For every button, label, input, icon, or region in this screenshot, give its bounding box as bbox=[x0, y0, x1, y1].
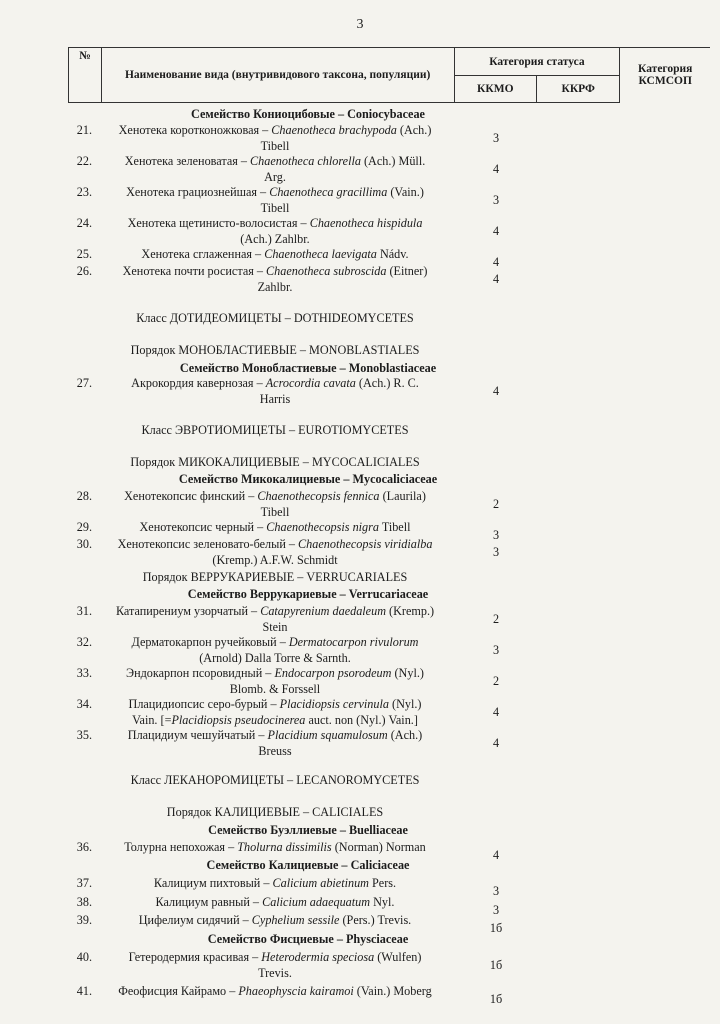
class-name-latin: EUROTIOMYCETES bbox=[298, 423, 409, 437]
species-name: Катапирениум узорчатый – Catapyrenium daedaleum (Kremp.) Stein bbox=[115, 604, 435, 634]
kkmo-category: 3 bbox=[492, 643, 500, 657]
species-author-cont: Blomb. & Forssell bbox=[229, 681, 321, 696]
row-number: 22. bbox=[76, 154, 92, 168]
species-author-cont: Breuss bbox=[258, 743, 292, 758]
kkmo-category: 1б bbox=[489, 958, 503, 972]
class-name-latin: LECANOROMYCETES bbox=[296, 773, 420, 787]
species-name-latin: Acrocordia cavata bbox=[265, 376, 356, 390]
row-number: 23. bbox=[76, 185, 92, 199]
kkmo-category: 3 bbox=[492, 528, 500, 542]
species-name: Акрокордия кавернозая – Acrocordia cavata (Ach.) R. C. Harris bbox=[131, 376, 419, 406]
species-name: Гетеродермия красивая – Heterodermia speciosa (Wulfen) Trevis. bbox=[128, 950, 422, 980]
species-name-ru: Цифелиум сидячий bbox=[138, 913, 240, 927]
kkmo-category: 4 bbox=[492, 705, 500, 719]
order-name-latin: MONOBLASTIALES bbox=[309, 343, 420, 357]
kkmo-category: 1б bbox=[489, 921, 503, 935]
row-number: 38. bbox=[76, 895, 92, 909]
species-author: (Vain.) bbox=[390, 185, 424, 199]
species-name-latin: Placidiopsis cervinula bbox=[279, 697, 389, 711]
family-name-ru: Семейство Монобластиевые bbox=[179, 361, 337, 375]
species-author-cont: Arg. bbox=[264, 169, 286, 184]
species-name-latin: Dermatocarpon rivulorum bbox=[288, 635, 419, 649]
species-name: Плацидиум чешуйчатый – Placidium squamulosum (Ach.) Breuss bbox=[127, 728, 423, 758]
family-name-latin: Monoblastiaceae bbox=[348, 361, 437, 375]
species-name-latin: Phaeophyscia kairamoi bbox=[238, 984, 354, 998]
kkmo-category: 3 bbox=[492, 131, 500, 145]
species-name: Толурна непохожая – Tholurna dissimilis (Norman) Norman bbox=[124, 840, 426, 854]
kkmo-category: 4 bbox=[492, 736, 500, 750]
species-name: Хенотека щетинисто-волосистая – Chaenotheca hispidula (Ach.) Zahlbr. bbox=[127, 216, 423, 246]
species-name-ru: Эндокарпон псоровидный bbox=[126, 666, 263, 680]
species-author-cont: Stein bbox=[262, 619, 288, 634]
species-name: Хенотекопсис зеленовато-белый – Chaenothecopsis viridialba (Kremp.) A.F.W. Schmidt bbox=[117, 537, 433, 567]
species-name-latin: Chaenothecopsis nigra bbox=[266, 520, 379, 534]
species-author-cont: Tibell bbox=[260, 504, 290, 519]
species-name-ru: Хенотека сглаженная bbox=[141, 247, 252, 261]
kkmo-category: 4 bbox=[492, 224, 500, 238]
family-heading: Семейство Кониоцибовые – Coniocybaceae bbox=[191, 107, 425, 121]
order-name-latin: VERRUCARIALES bbox=[306, 570, 408, 584]
kkmo-category: 4 bbox=[492, 272, 500, 286]
species-author: (Ach.) Müll. bbox=[363, 154, 426, 168]
kkmo-category: 3 bbox=[492, 884, 500, 898]
species-name-latin: Chaenotheca hispidula bbox=[309, 216, 423, 230]
species-author: (Wulfen) bbox=[377, 950, 422, 964]
species-name: Дерматокарпон ручейковый – Dermatocarpon rivulorum (Arnold) Dalla Torre & Sarnth. bbox=[131, 635, 419, 665]
species-name: Хенотека почти росистая – Chaenotheca subroscida (Eitner) Zahlbr. bbox=[122, 264, 428, 294]
species-name-latin: Chaenotheca gracillima bbox=[269, 185, 388, 199]
species-name-ru: Хенотекопсис черный bbox=[139, 520, 255, 534]
order-name-ru: Порядок ВЕРРУКАРИЕВЫЕ bbox=[142, 570, 295, 584]
row-number: 37. bbox=[76, 876, 92, 890]
species-name-ru: Плацидиум чешуйчатый bbox=[127, 728, 256, 742]
species-name-ru: Гетеродермия красивая bbox=[128, 950, 250, 964]
species-name-latin: Cyphelium sessile bbox=[251, 913, 340, 927]
species-name: Феофисция Кайрамо – Phaeophyscia kairamoi (Vain.) Moberg bbox=[118, 984, 432, 998]
species-author: Tibell bbox=[381, 520, 411, 534]
family-heading: Семейство Монобластиевые – Monoblastiaceae bbox=[179, 361, 437, 375]
species-name: Хенотекопсис финский – Chaenothecopsis fennica (Laurila) Tibell bbox=[124, 489, 426, 519]
species-author-cont: Tibell bbox=[260, 138, 290, 153]
row-number: 35. bbox=[76, 728, 92, 742]
order-name-latin: CALICIALES bbox=[312, 805, 384, 819]
class-heading: Класс ЭВРОТИОМИЦЕТЫ – EUROTIOMYCETES bbox=[141, 423, 409, 437]
species-author: (Vain.) Moberg bbox=[356, 984, 432, 998]
species-name: Калициум равный – Calicium adaequatum Nyl. bbox=[155, 895, 395, 909]
species-author-cont: Tibell bbox=[260, 200, 290, 215]
species-name: Хенотека сглаженная – Chaenotheca laevigata Nádv. bbox=[141, 247, 409, 261]
family-name-latin: Caliciaceae bbox=[350, 858, 410, 872]
species-name-ru: Хенотека грациознейшая bbox=[126, 185, 257, 199]
species-name-latin: Chaenotheca subroscida bbox=[266, 264, 387, 278]
family-name-ru: Семейство Фисциевые bbox=[207, 932, 334, 946]
family-heading: Семейство Буэллиевые – Buelliaceae bbox=[208, 823, 408, 837]
order-heading: Порядок КАЛИЦИЕВЫЕ – CALICIALES bbox=[166, 805, 384, 819]
species-name-ru: Калициум пихтовый bbox=[153, 876, 261, 890]
species-name-latin: Calicium adaequatum bbox=[262, 895, 371, 909]
species-name: Хенотекопсис черный – Chaenothecopsis nigra Tibell bbox=[139, 520, 411, 534]
species-name-latin: Chaenotheca brachypoda bbox=[271, 123, 397, 137]
family-name-ru: Семейство Буэллиевые bbox=[208, 823, 337, 837]
species-name-latin: Placidium squamulosum bbox=[267, 728, 388, 742]
row-number: 28. bbox=[76, 489, 92, 503]
row-number: 21. bbox=[76, 123, 92, 137]
species-author-cont: Harris bbox=[259, 391, 291, 406]
family-name-ru: Семейство Кониоцибовые bbox=[191, 107, 335, 121]
page-number: 3 bbox=[356, 17, 364, 32]
row-number: 24. bbox=[76, 216, 92, 230]
species-name-ru: Хенотека зеленоватая bbox=[124, 154, 238, 168]
family-name-ru: Семейство Веррукариевые bbox=[187, 587, 337, 601]
species-author-cont: Vain. [= bbox=[132, 712, 172, 727]
table-header bbox=[68, 47, 710, 103]
species-author: (Nyl.) bbox=[394, 666, 424, 680]
row-number: 40. bbox=[76, 950, 92, 964]
class-name-ru: Класс ДОТИДЕОМИЦЕТЫ bbox=[136, 311, 282, 325]
row-number: 39. bbox=[76, 913, 92, 927]
species-author-cont: (Arnold) Dalla Torre & Sarnth. bbox=[199, 650, 351, 665]
species-author: (Ach.) bbox=[399, 123, 432, 137]
species-author-cont: Trevis. bbox=[258, 965, 292, 980]
family-heading: Семейство Калициевые – Caliciaceae bbox=[206, 858, 410, 872]
row-number: 34. bbox=[76, 697, 92, 711]
species-name-latin: Endocarpon psorodeum bbox=[274, 666, 392, 680]
species-name-ru: Хенотекопсис финский bbox=[124, 489, 246, 503]
row-number: 30. bbox=[76, 537, 92, 551]
class-heading: Класс ДОТИДЕОМИЦЕТЫ – DOTHIDEOMYCETES bbox=[136, 311, 414, 325]
kkmo-category: 3 bbox=[492, 903, 500, 917]
species-name-ru: Хенотекопсис зеленовато-белый bbox=[117, 537, 286, 551]
order-name-ru: Порядок КАЛИЦИЕВЫЕ bbox=[166, 805, 300, 819]
kkmo-category: 4 bbox=[492, 255, 500, 269]
row-number: 27. bbox=[76, 376, 92, 390]
species-name-ru: Катапирениум узорчатый bbox=[115, 604, 248, 618]
species-author-cont: (Ach.) Zahlbr. bbox=[240, 231, 310, 246]
family-heading: Семейство Веррукариевые – Verrucariaceae bbox=[187, 587, 429, 601]
family-name-latin: Verrucariaceae bbox=[348, 587, 429, 601]
species-name-ru: Хенотека коротконожковая bbox=[118, 123, 260, 137]
species-name-latin: Chaenotheca chlorella bbox=[250, 154, 361, 168]
synonym-latin: Placidiopsis pseudocinerea bbox=[171, 712, 306, 727]
family-name-ru: Семейство Калициевые bbox=[206, 858, 339, 872]
species-name-latin: Chaenothecopsis viridialba bbox=[298, 537, 433, 551]
kkmo-category: 4 bbox=[492, 162, 500, 176]
species-name: Эндокарпон псоровидный – Endocarpon psorodeum (Nyl.) Blomb. & Forssell bbox=[126, 666, 424, 696]
header-number: № bbox=[69, 48, 102, 103]
species-author: (Kremp.) bbox=[389, 604, 435, 618]
class-heading: Класс ЛЕКАНОРОМИЦЕТЫ – LECANOROMYCETES bbox=[130, 773, 420, 787]
order-name-ru: Порядок МИКОКАЛИЦИЕВЫЕ bbox=[130, 455, 300, 469]
row-number: 32. bbox=[76, 635, 92, 649]
species-name: Хенотека грациознейшая – Chaenotheca gracillima (Vain.) Tibell bbox=[126, 185, 424, 215]
species-name-latin: Catapyrenium daedaleum bbox=[260, 604, 386, 618]
species-name-ru: Калициум равный bbox=[155, 895, 250, 909]
header-status-category: Категория статуса bbox=[454, 48, 620, 76]
species-author: Pers. bbox=[372, 876, 397, 890]
kkmo-category: 2 bbox=[492, 674, 500, 688]
species-name-ru: Толурна непохожая bbox=[124, 840, 226, 854]
row-number: 36. bbox=[76, 840, 92, 854]
species-name-ru: Хенотека щетинисто-волосистая bbox=[127, 216, 298, 230]
species-name-latin: Chaenotheca laevigata bbox=[264, 247, 377, 261]
species-author: (Pers.) Trevis. bbox=[342, 913, 412, 927]
species-author: Nyl. bbox=[373, 895, 395, 909]
species-author: Nádv. bbox=[379, 247, 409, 261]
species-author: (Norman) Norman bbox=[334, 840, 426, 854]
species-name-latin: Chaenothecopsis fennica bbox=[257, 489, 380, 503]
species-name: Калициум пихтовый – Calicium abietinum Pers. bbox=[153, 876, 397, 890]
row-number: 33. bbox=[76, 666, 92, 680]
species-author: (Ach.) R. C. bbox=[358, 376, 419, 390]
species-name-latin: Tholurna dissimilis bbox=[237, 840, 332, 854]
species-name-ru: Хенотека почти росистая bbox=[122, 264, 254, 278]
species-name: Плацидиопсис серо-бурый – Placidiopsis cervinula (Nyl.) Vain. [=Placidiopsis pseudocinerea auct. non (Nyl.) Vain.] bbox=[128, 697, 422, 727]
row-number: 31. bbox=[76, 604, 92, 618]
species-name: Хенотека зеленоватая – Chaenotheca chlorella (Ach.) Müll. Arg. bbox=[124, 154, 426, 184]
header-species-name: Наименование вида (внутривидового таксона, популяции) bbox=[101, 48, 454, 103]
kkmo-category: 3 bbox=[492, 193, 500, 207]
row-number: 25. bbox=[76, 247, 92, 261]
family-name-ru: Семейство Микокалициевые bbox=[178, 472, 341, 486]
family-name-latin: Mycocaliciaceae bbox=[352, 472, 438, 486]
row-number: 26. bbox=[76, 264, 92, 278]
family-name-latin: Physciaceae bbox=[345, 932, 409, 946]
species-author: (Ach.) bbox=[390, 728, 423, 742]
header-kkrf: ККРФ bbox=[537, 76, 620, 103]
order-heading: Порядок МИКОКАЛИЦИЕВЫЕ – MYCOCALICIALES bbox=[130, 455, 420, 469]
order-name-latin: MYCOCALICIALES bbox=[311, 455, 420, 469]
order-heading: Порядок МОНОБЛАСТИЕВЫЕ – MONOBLASTIALES bbox=[130, 343, 420, 357]
family-name-latin: Buelliaceae bbox=[348, 823, 408, 837]
order-name-ru: Порядок МОНОБЛАСТИЕВЫЕ bbox=[130, 343, 297, 357]
header-kkmo: ККМО bbox=[454, 76, 536, 103]
family-heading: Семейство Микокалициевые – Mycocaliciaceae bbox=[178, 472, 438, 486]
kkmo-category: 1б bbox=[489, 992, 503, 1006]
species-author-cont: (Kremp.) A.F.W. Schmidt bbox=[212, 552, 338, 567]
species-author-cont: Zahlbr. bbox=[257, 279, 293, 294]
row-number: 29. bbox=[76, 520, 92, 534]
kkmo-category: 3 bbox=[492, 545, 500, 559]
species-author: (Laurila) bbox=[382, 489, 426, 503]
species-author: (Eitner) bbox=[389, 264, 428, 278]
class-name-ru: Класс ЭВРОТИОМИЦЕТЫ bbox=[141, 423, 286, 437]
synonym-author: auct. non (Nyl.) Vain.] bbox=[305, 712, 418, 727]
species-name: Хенотека коротконожковая – Chaenotheca brachypoda (Ach.) Tibell bbox=[118, 123, 432, 153]
species-name-ru: Феофисция Кайрамо bbox=[118, 984, 227, 998]
class-name-latin: DOTHIDEOMYCETES bbox=[293, 311, 414, 325]
species-name-latin: Calicium abietinum bbox=[272, 876, 369, 890]
order-heading: Порядок ВЕРРУКАРИЕВЫЕ – VERRUCARIALES bbox=[142, 570, 408, 584]
species-name-ru: Дерматокарпон ручейковый bbox=[131, 635, 277, 649]
row-number: 41. bbox=[76, 984, 92, 998]
kkmo-category: 4 bbox=[492, 848, 500, 862]
species-name-ru: Акрокордия кавернозая bbox=[131, 376, 254, 390]
species-author: (Nyl.) bbox=[392, 697, 422, 711]
species-name-latin: Heterodermia speciosa bbox=[261, 950, 375, 964]
header-ksmsop: Категория КСМСОП bbox=[620, 48, 710, 103]
class-name-ru: Класс ЛЕКАНОРОМИЦЕТЫ bbox=[130, 773, 284, 787]
kkmo-category: 2 bbox=[492, 612, 500, 626]
kkmo-category: 2 bbox=[492, 497, 500, 511]
species-name: Цифелиум сидячий – Cyphelium sessile (Pers.) Trevis. bbox=[138, 913, 412, 927]
kkmo-category: 4 bbox=[492, 384, 500, 398]
family-name-latin: Coniocybaceae bbox=[347, 107, 425, 121]
species-name-ru: Плацидиопсис серо-бурый bbox=[128, 697, 268, 711]
family-heading: Семейство Фисциевые – Physciaceae bbox=[207, 932, 409, 946]
